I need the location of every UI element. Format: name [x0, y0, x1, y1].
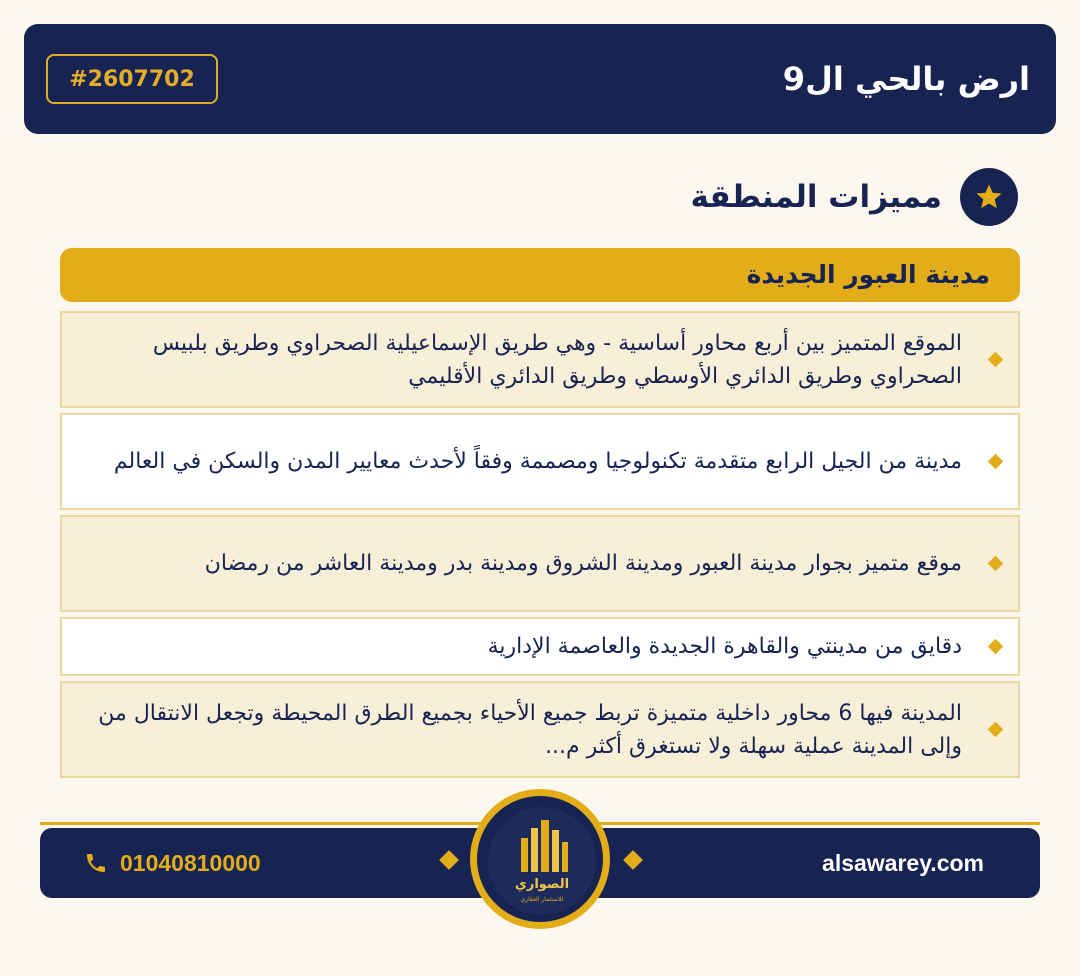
diamond-bullet-icon	[972, 558, 1018, 569]
diamond-icon	[439, 850, 459, 870]
feature-text: دقايق من مدينتي والقاهرة الجديدة والعاصمة الإدارية	[487, 634, 962, 659]
feature-text: الموقع المتميز بين أربع محاور أساسية - وهي طريق الإسماعيلية الصحراوي وطريق بلبيس الصحراوي وطريق الدائري الأوسطي وطريق الدائري الأقليمي	[152, 330, 962, 389]
feature-text: مدينة من الجيل الرابع متقدمة تكنولوجيا ومصممة وفقاً لأحدث معايير المدن والسكن في العالم	[113, 449, 962, 474]
website-link[interactable]: alsawarey.com	[822, 850, 984, 876]
star-icon	[960, 168, 1018, 226]
feature-item	[60, 681, 1020, 778]
diamond-icon	[623, 850, 643, 870]
diamond-bullet-icon	[972, 456, 1018, 467]
diamond-bullet-icon	[972, 354, 1018, 365]
feature-item	[60, 311, 1020, 408]
area-name: مدينة العبور الجديدة	[746, 260, 990, 289]
section-title: مميزات المنطقة	[690, 179, 942, 215]
feature-text: المدينة فيها 6 محاور داخلية متميزة تربط جميع الأحياء بجميع الطرق المحيطة وتجعل الانتقال من وإلى المدينة عملية سهلة ولا تستغرق أكثر م...	[98, 700, 962, 759]
phone-number[interactable]: 01040810000	[120, 849, 261, 876]
brand-logo	[470, 789, 610, 929]
brand-name: الصواري	[514, 877, 570, 892]
phone-icon	[84, 851, 108, 875]
feature-item	[60, 617, 1020, 676]
header-bar	[24, 24, 1056, 134]
logo-emblem	[477, 796, 603, 922]
feature-text: موقع متميز بجوار مدينة العبور ومدينة الشروق ومدينة بدر ومدينة العاشر من رمضان	[204, 551, 962, 576]
brand-tagline: للاستثمار العقاري	[520, 896, 564, 903]
area-name-bar	[60, 248, 1020, 302]
feature-item	[60, 515, 1020, 612]
page-title: ارض بالحي ال9	[782, 60, 1030, 98]
phone-contact[interactable]	[84, 828, 261, 898]
reference-badge: #2607702	[46, 54, 218, 104]
building-logo-icon	[479, 798, 603, 922]
diamond-bullet-icon	[972, 724, 1018, 735]
diamond-bullet-icon	[972, 641, 1018, 652]
feature-item	[60, 413, 1020, 510]
section-heading	[691, 168, 1019, 226]
